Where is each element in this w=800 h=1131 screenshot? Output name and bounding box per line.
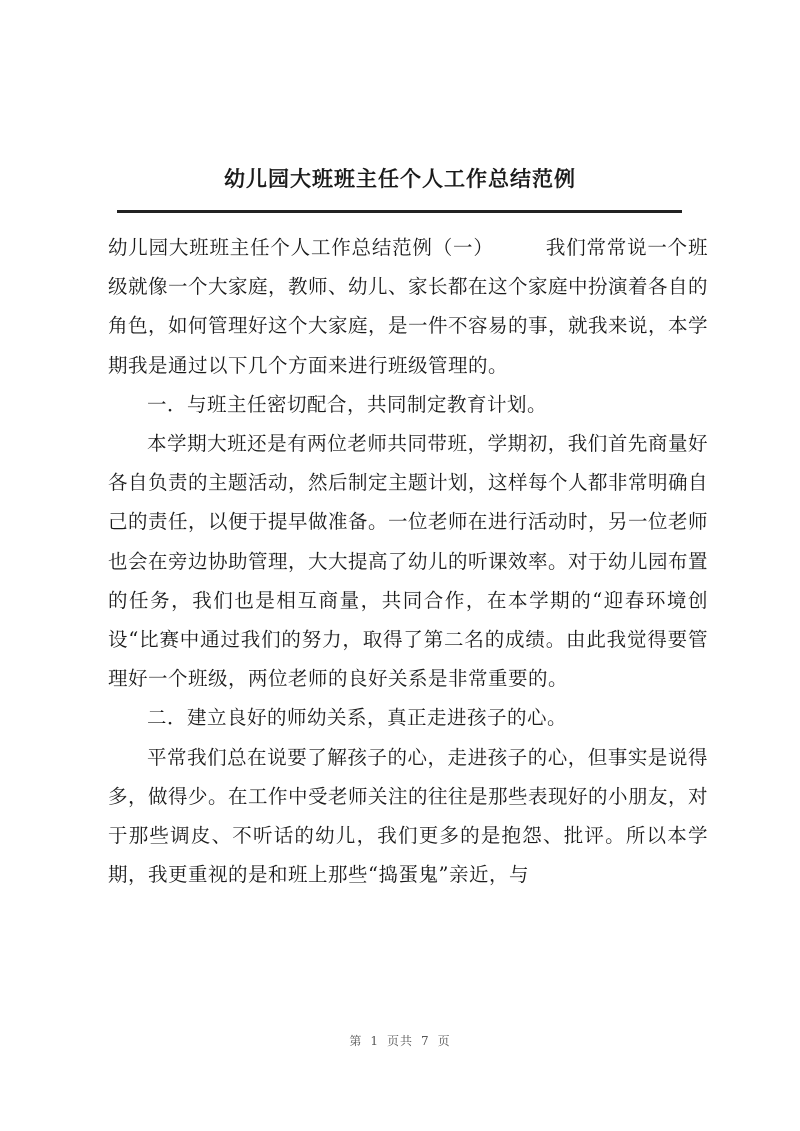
intro-text: 我们常常说一个班级就像一个大家庭，教师、幼儿、家长都在这个家庭中扮演着各自的角色，如何管理好这个大家庭，是一件不容易的事，就我来说，本学期我是通过以下几个方面来进行班级管理的。 (108, 236, 709, 377)
title-divider (117, 210, 682, 213)
intro-heading: 幼儿园大班班主任个人工作总结范例（一） (108, 236, 494, 259)
section-1-heading: 一．与班主任密切配合，共同制定教育计划。 (147, 392, 548, 416)
section-2-heading: 二．建立良好的师幼关系，真正走进孩子的心。 (147, 706, 568, 730)
page-footer (0, 1032, 800, 1049)
footer-suffix: 页 (437, 1034, 451, 1048)
footer-current-page: 1 (370, 1034, 379, 1048)
document-title: 幼儿园大班班主任个人工作总结范例 (224, 166, 576, 191)
footer-total-pages: 7 (421, 1034, 430, 1048)
document-body (108, 228, 708, 894)
footer-middle: 页共 (386, 1034, 413, 1048)
section-1-paragraph: 本学期大班还是有两位老师共同带班，学期初，我们首先商量好各自负责的主题活动，然后制定主题计划，这样每个人都非常明确自己的责任，以便于提早做准备。一位老师在进行活动时，另一位老师也会在旁边协助管理，大大提高了幼儿的听课效率。对于幼儿园布置的任务，我们也是相互商量，共同合作，在本学期的“迎春环境创设“比赛中通过我们的努力，取得了第二名的成绩。由此我觉得要管理好一个班级，两位老师的良好关系是非常重要的。 (108, 432, 709, 691)
section-2-paragraph: 平常我们总在说要了解孩子的心，走进孩子的心，但事实是说得多，做得少。在工作中受老师关注的往往是那些表现好的小朋友，对于那些调皮、不听话的幼儿，我们更多的是抱怨、批评。所以本学期，我更重视的是和班上那些“捣蛋鬼”亲近，与 (108, 745, 709, 887)
intro-paragraph (108, 228, 708, 385)
footer-prefix: 第 (349, 1034, 363, 1048)
